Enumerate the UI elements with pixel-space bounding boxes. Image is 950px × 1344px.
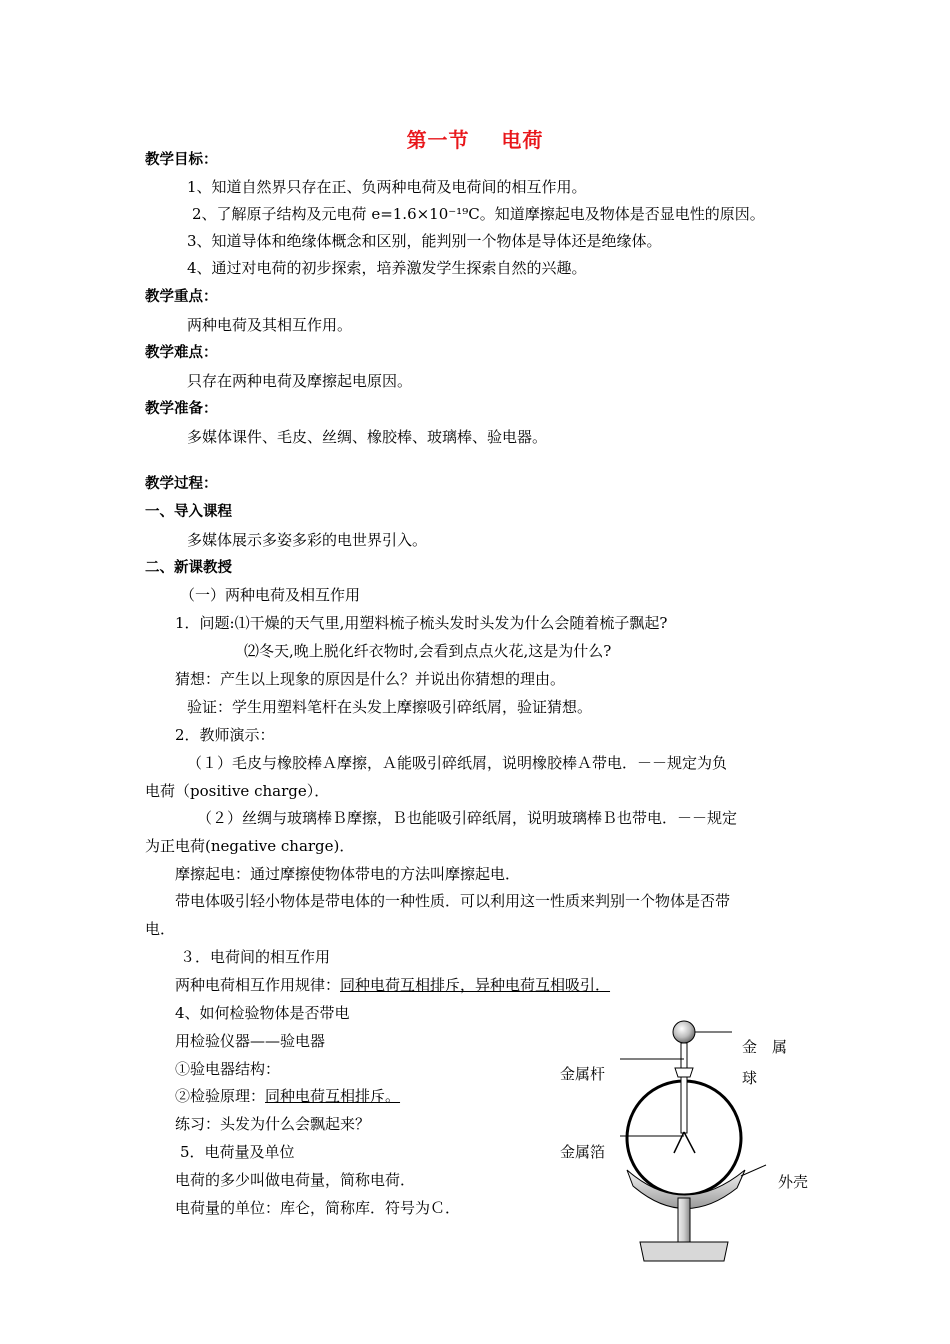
demo-heading: 2．教师演示： xyxy=(175,726,275,744)
question-1: 1．问题:⑴干燥的天气里,用塑料梳子梳头发时头发为什么会随着梳子飘起? xyxy=(175,614,668,632)
interaction-heading: ３．电荷间的相互作用 xyxy=(180,948,331,966)
insulating-stopper xyxy=(675,1068,693,1077)
rule-text: 同种电荷互相排斥，异种电荷互相吸引． xyxy=(340,976,611,994)
difficulty-heading: 教学难点： xyxy=(145,345,218,361)
demo1-line1: （１）毛皮与橡胶棒Ａ摩擦，Ａ能吸引碎纸屑，说明橡胶棒Ａ带电．－－规定为负 xyxy=(187,754,728,772)
charge-amount-heading: 5．电荷量及单位 xyxy=(180,1143,295,1161)
demo1-line2: 电荷（positive charge）． xyxy=(145,782,330,800)
principle-label: ②检验原理： xyxy=(175,1087,266,1105)
metal-foil-left xyxy=(674,1132,684,1153)
stand-base xyxy=(640,1242,728,1261)
process-heading: 教学过程： xyxy=(145,476,218,492)
friction-text: 摩擦起电：通过摩擦使物体带电的方法叫摩擦起电． xyxy=(175,865,521,883)
metal-foil-right xyxy=(684,1132,695,1153)
verify-text: 验证：学生用塑料笔杆在头发上摩擦吸引碎纸屑，验证猜想。 xyxy=(187,698,593,716)
metal-rod xyxy=(681,1043,687,1133)
instrument-text: 用检验仪器——验电器 xyxy=(175,1032,326,1050)
structure-text: ①验电器结构： xyxy=(175,1060,281,1078)
section1-text: 多媒体展示多姿多彩的电世界引入。 xyxy=(187,531,428,549)
key-point-text: 两种电荷及其相互作用。 xyxy=(187,316,353,334)
objective-item: 1、知道自然界只存在正、负两种电荷及电荷间的相互作用。 xyxy=(187,178,587,196)
rule-label: 两种电荷相互作用规律： xyxy=(175,976,341,994)
subsection-title: （一）两种电荷及相互作用 xyxy=(180,586,361,604)
section1-heading: 一、导入课程 xyxy=(145,504,232,520)
label-outer-shell: 外壳 xyxy=(778,1173,809,1191)
preparation-heading: 教学准备： xyxy=(145,401,218,417)
page-title: 第一节 电荷 xyxy=(406,128,544,152)
charged-line2: 电． xyxy=(145,920,176,938)
label-metal-rod: 金属杆 xyxy=(560,1065,606,1083)
interaction-rule xyxy=(175,975,610,995)
charge-unit-text: 电荷量的单位：库仑，简称库．符号为Ｃ． xyxy=(175,1199,461,1217)
question-2: ⑵冬天,晚上脱化纤衣物时,会看到点点火花,这是为什么? xyxy=(244,642,612,660)
objective-item: 2、了解原子结构及元电荷 e=1.6×10⁻¹⁹C。知道摩擦起电及物体是否显电性的原因。 xyxy=(192,205,765,223)
demo2-line2: 为正电荷(negative charge)． xyxy=(145,837,355,855)
label-metal-ball-2: 球 xyxy=(742,1069,758,1087)
principle-line xyxy=(175,1086,400,1106)
principle-text: 同种电荷互相排斥。 xyxy=(265,1087,401,1105)
demo2-line1: （２）丝绸与玻璃棒Ｂ摩擦，Ｂ也能吸引碎纸屑，说明玻璃棒Ｂ也带电．－－规定 xyxy=(197,809,738,827)
preparation-text: 多媒体课件、毛皮、丝绸、橡胶棒、玻璃棒、验电器。 xyxy=(187,428,548,446)
stand-pole xyxy=(678,1198,690,1242)
difficulty-text: 只存在两种电荷及摩擦起电原因。 xyxy=(187,372,413,390)
metal-ball xyxy=(673,1021,695,1043)
charge-amount-text: 电荷的多少叫做电荷量，简称电荷． xyxy=(175,1171,416,1189)
label-metal-foil: 金属箔 xyxy=(560,1143,606,1161)
check-heading: 4、如何检验物体是否带电 xyxy=(175,1004,350,1022)
exercise-text: 练习：头发为什么会飘起来？ xyxy=(175,1115,371,1133)
objective-item: 4、通过对电荷的初步探索，培养激发学生探索自然的兴趣。 xyxy=(187,259,587,277)
objective-item: 3、知道导体和绝缘体概念和区别，能判别一个物体是导体还是绝缘体。 xyxy=(187,232,662,250)
objectives-heading: 教学目标： xyxy=(145,152,218,168)
charged-line1: 带电体吸引轻小物体是带电体的一种性质．可以利用这一性质来判别一个物体是否带 xyxy=(175,892,731,910)
label-metal-ball-1: 金 属 xyxy=(742,1038,788,1056)
section2-heading: 二、新课教授 xyxy=(145,560,232,576)
guess-text: 猜想：产生以上现象的原因是什么？并说出你猜想的理由。 xyxy=(175,670,566,688)
key-point-heading: 教学重点： xyxy=(145,289,218,305)
